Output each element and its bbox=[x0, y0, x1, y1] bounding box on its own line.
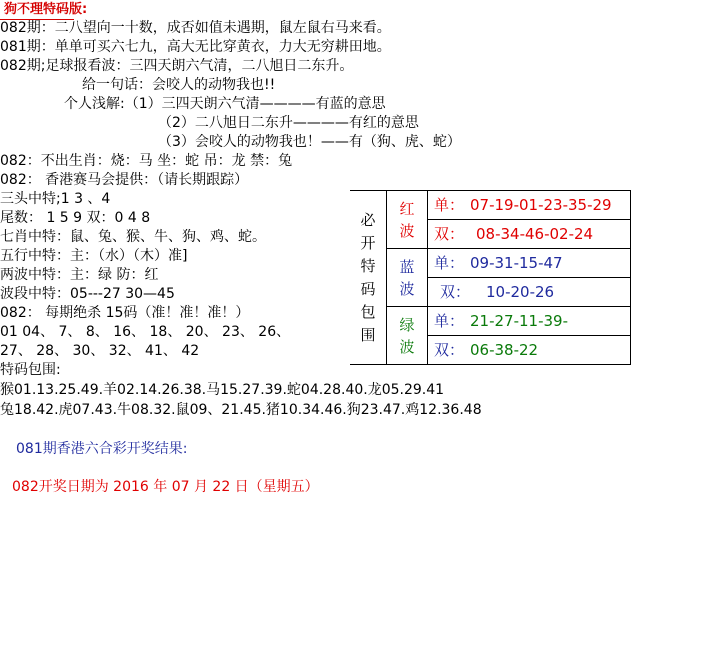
line-interpretation-3: （3）会咬人的动物我也！——有（狗、虎、蛇） bbox=[158, 134, 461, 150]
wave-red: 红波 bbox=[387, 191, 428, 249]
box-header: 必开特码包围 bbox=[350, 191, 387, 365]
wave-green: 绿波 bbox=[387, 307, 428, 365]
green-odd-row: 单： 21-27-11-39- bbox=[428, 307, 631, 336]
line-zodiac-numbers-1: 猴01.13.25.49.羊02.14.26.38.马15.27.39.蛇04.28.40.龙05.29.41 bbox=[0, 382, 445, 398]
green-even-row: 双： 06-38-22 bbox=[428, 336, 631, 365]
line-special-heading: 特码包围: bbox=[0, 362, 61, 378]
line-three-heads: 三头中特;1 3 、4 bbox=[0, 191, 111, 207]
line-tail-numbers: 尾数： 1 5 9 双：0 4 8 bbox=[0, 210, 151, 226]
special-number-box bbox=[350, 190, 631, 365]
line-two-waves: 两波中特：主：绿 防：红 bbox=[0, 267, 159, 283]
line-jockey-club: 082： 香港赛马会提供：（请长期跟踪） bbox=[0, 172, 249, 188]
line-seven-zodiac: 七肖中特：鼠、兔、猴、牛、狗、鸡、蛇。 bbox=[0, 229, 266, 245]
line-interpretation-1: 个人浅解:（1）三四天朗六气清————有蓝的意思 bbox=[64, 96, 386, 112]
red-even-row: 双： 08-34-46-02-24 bbox=[428, 220, 631, 249]
line-kill-15: 082： 每期绝杀 15码（准！准！准！） bbox=[0, 305, 250, 321]
line-kill-numbers-2: 27、 28、 30、 32、 41、 42 bbox=[0, 343, 200, 359]
line-081-result: 081期香港六合彩开奖结果: bbox=[16, 441, 188, 457]
line-football-report: 082期;足球报看波：三四天朗六气清，二八旭日二东升。 bbox=[0, 58, 354, 74]
wave-blue: 蓝波 bbox=[387, 249, 428, 307]
blue-odd-row: 单： 09-31-15-47 bbox=[428, 249, 631, 278]
line-draw-date: 082开奖日期为 2016 年 07 月 22 日（星期五） bbox=[12, 479, 319, 495]
line-excluded-zodiac: 082：不出生肖：烧：马 坐：蛇 吊：龙 禁：兔 bbox=[0, 153, 293, 169]
line-riddle-082: 082期：二八望向一十数，成否如值未遇期，鼠左鼠右马来看。 bbox=[0, 20, 391, 36]
line-zodiac-numbers-2: 兔18.42.虎07.43.牛08.32.鼠09、21.45.猪10.34.46.狗23.47.鸡12.36.48 bbox=[0, 402, 482, 418]
blue-even-row: 双： 10-20-26 bbox=[428, 278, 631, 307]
line-five-elements: 五行中特：主：（水）（木）准] bbox=[0, 248, 188, 264]
line-interpretation-2: （2）二八旭日二东升————有红的意思 bbox=[158, 115, 419, 131]
red-odd-row: 单： 07-19-01-23-35-29 bbox=[428, 191, 631, 220]
line-hint: 给一句话：会咬人的动物我也!! bbox=[82, 77, 276, 93]
line-riddle-081: 081期：单单可买六七九，高大无比穿黄衣，力大无穷耕田地。 bbox=[0, 39, 391, 55]
line-kill-numbers-1: 01 04、 7、 8、 16、 18、 20、 23、 26、 bbox=[0, 324, 291, 340]
line-wave-range: 波段中特：05---27 30—45 bbox=[0, 286, 175, 302]
page-title: 狗不理特码版: bbox=[4, 2, 88, 17]
